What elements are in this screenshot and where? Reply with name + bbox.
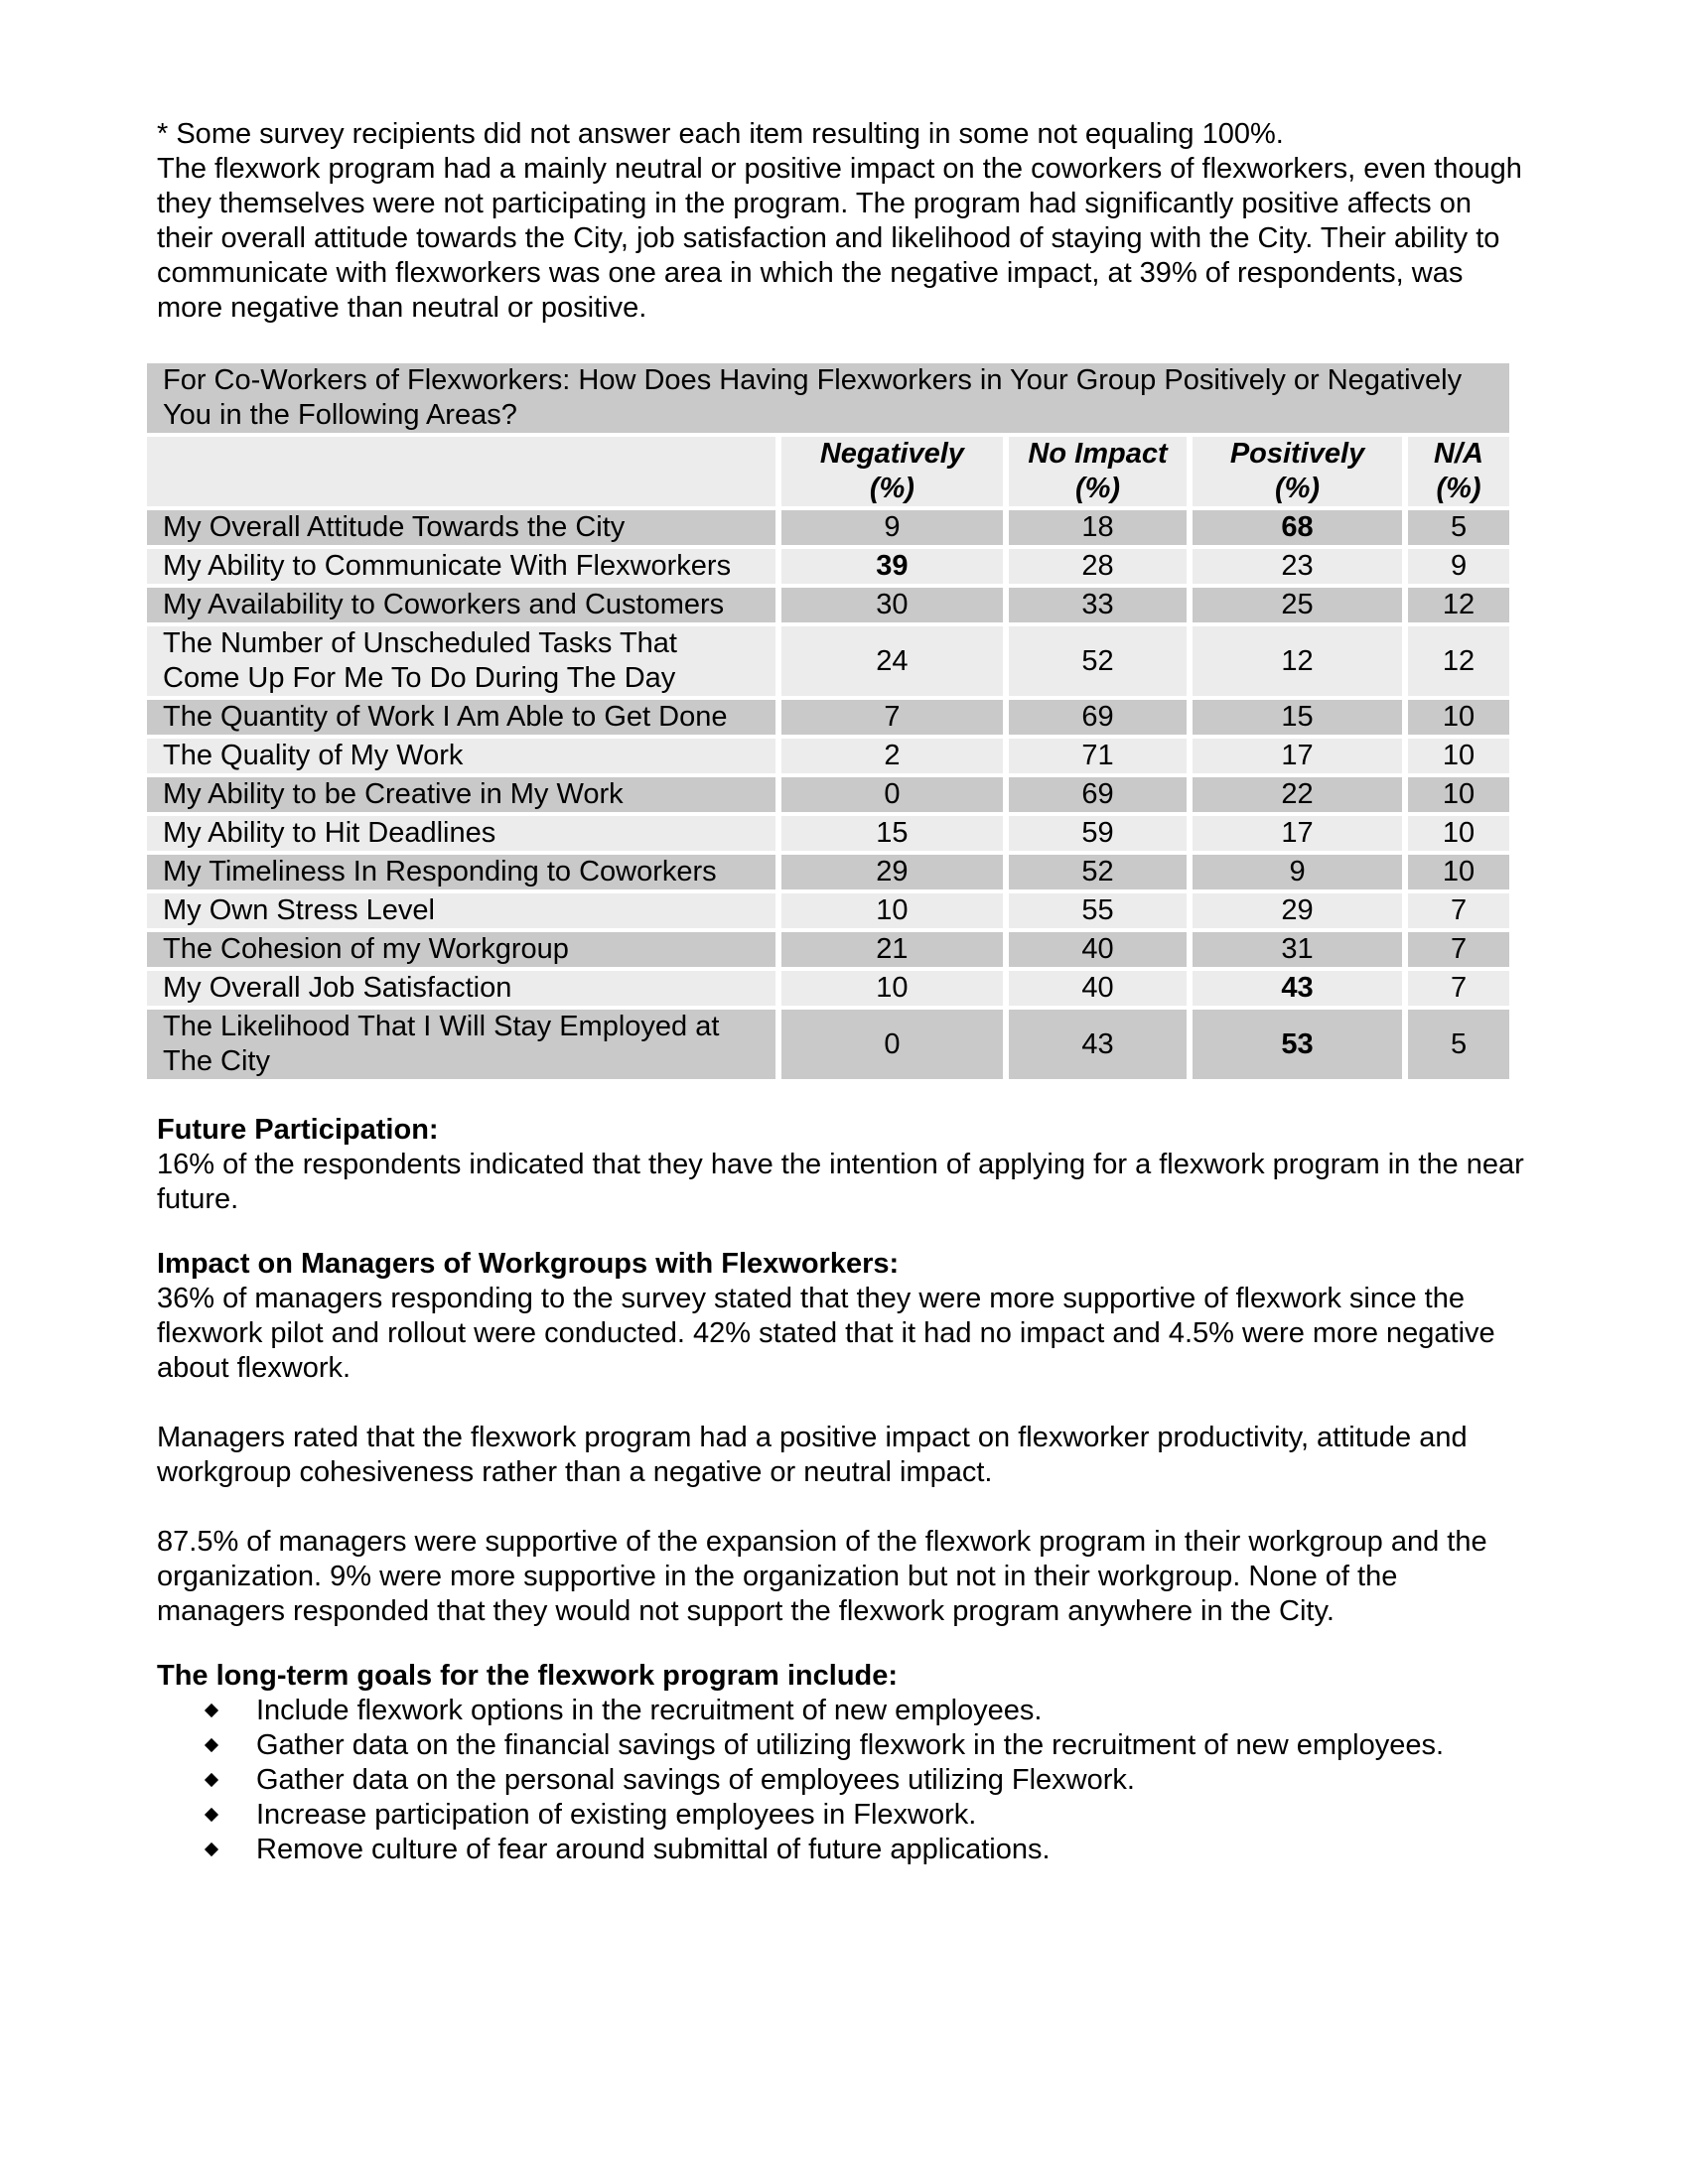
row-label: My Ability to Communicate With Flexworkers — [147, 549, 775, 584]
table-row — [147, 971, 1509, 1006]
cell-positively: 12 — [1193, 626, 1402, 696]
cell-positively: 23 — [1193, 549, 1402, 584]
managers-paragraph-1: 36% of managers responding to the survey stated that they were more supportive of flexwork since the flexwork pilot and rollout were conducted. 42% stated that it had no impact and 4.5% were more negative about flexwork. — [157, 1283, 1495, 1384]
list-item — [207, 1763, 1527, 1798]
row-label: My Timeliness In Responding to Coworkers — [147, 855, 775, 889]
cell-no-impact: 28 — [1009, 549, 1187, 584]
list-item — [207, 1833, 1527, 1867]
table-row — [147, 549, 1509, 584]
cell-na: 10 — [1408, 739, 1509, 773]
list-item — [207, 1694, 1527, 1728]
cell-positively: 25 — [1193, 588, 1402, 622]
cell-no-impact: 59 — [1009, 816, 1187, 851]
footnote: * Some survey recipients did not answer each item resulting in some not equaling 100%. — [157, 118, 1284, 150]
cell-na: 9 — [1408, 549, 1509, 584]
cell-no-impact: 71 — [1009, 739, 1187, 773]
table-row — [147, 739, 1509, 773]
intro-paragraph: The flexwork program had a mainly neutral or positive impact on the coworkers of flexworkers, even though they themselves were not participating in the program. The program had significantly positive affects on their overall attitude towards the City, job satisfaction and likelihood of staying with the City. Their ability to communicate with flexworkers was one area in which the negative impact, at 39% of respondents, was more negative than neutral or positive. — [157, 153, 1522, 324]
cell-no-impact: 18 — [1009, 510, 1187, 545]
table-row — [147, 510, 1509, 545]
cell-negatively: 10 — [781, 971, 1003, 1006]
cell-negatively: 21 — [781, 932, 1003, 967]
goal-text: Remove culture of fear around submittal of future applications. — [256, 1834, 1051, 1865]
cell-no-impact: 69 — [1009, 700, 1187, 735]
goal-text: Increase participation of existing employees in Flexwork. — [256, 1799, 977, 1831]
cell-no-impact: 33 — [1009, 588, 1187, 622]
cell-positively: 43 — [1193, 971, 1402, 1006]
cell-na: 7 — [1408, 971, 1509, 1006]
table-row — [147, 855, 1509, 889]
goal-text: Gather data on the personal savings of employees utilizing Flexwork. — [256, 1764, 1135, 1796]
cell-positively: 17 — [1193, 739, 1402, 773]
cell-no-impact: 43 — [1009, 1010, 1187, 1079]
row-label: My Overall Job Satisfaction — [147, 971, 775, 1006]
managers-paragraph-3: 87.5% of managers were supportive of the expansion of the flexwork program in their workgroup and the organization. 9% were more supportive in the organization but not in their workgroup. None of the managers responded that they would not support the flexwork program anywhere in the City. — [157, 1526, 1487, 1627]
cell-no-impact: 69 — [1009, 777, 1187, 812]
cell-na: 10 — [1408, 816, 1509, 851]
row-label: The Likelihood That I Will Stay Employed at The City — [147, 1010, 775, 1079]
cell-negatively: 30 — [781, 588, 1003, 622]
goal-text: Include flexwork options in the recruitment of new employees. — [256, 1695, 1043, 1726]
cell-no-impact: 40 — [1009, 971, 1187, 1006]
cell-negatively: 24 — [781, 626, 1003, 696]
cell-no-impact: 40 — [1009, 932, 1187, 967]
diamond-bullet-icon — [205, 1843, 218, 1856]
cell-negatively: 9 — [781, 510, 1003, 545]
header-na: N/A (%) — [1408, 437, 1509, 506]
cell-no-impact: 52 — [1009, 855, 1187, 889]
managers-impact-section — [157, 1247, 1527, 1629]
future-participation-section — [157, 1113, 1527, 1217]
row-label: The Quantity of Work I Am Able to Get Done — [147, 700, 775, 735]
cell-negatively: 2 — [781, 739, 1003, 773]
cell-positively: 29 — [1193, 893, 1402, 928]
cell-na: 12 — [1408, 588, 1509, 622]
cell-na: 10 — [1408, 777, 1509, 812]
table-row — [147, 932, 1509, 967]
cell-negatively: 39 — [781, 549, 1003, 584]
row-label: My Overall Attitude Towards the City — [147, 510, 775, 545]
goals-heading: The long-term goals for the flexwork program include: — [157, 1660, 899, 1692]
cell-na: 10 — [1408, 855, 1509, 889]
list-item — [207, 1728, 1527, 1763]
cell-na: 5 — [1408, 510, 1509, 545]
managers-paragraph-2: Managers rated that the flexwork program had a positive impact on flexworker productivity, attitude and workgroup cohesiveness rather than a negative or neutral impact. — [157, 1422, 1468, 1488]
cell-positively: 17 — [1193, 816, 1402, 851]
cell-na: 12 — [1408, 626, 1509, 696]
goals-section — [157, 1659, 1527, 1867]
cell-no-impact: 55 — [1009, 893, 1187, 928]
future-participation-text: 16% of the respondents indicated that they have the intention of applying for a flexwork program in the near future. — [157, 1149, 1524, 1215]
header-positively: Positively (%) — [1193, 437, 1402, 506]
diamond-bullet-icon — [205, 1808, 218, 1822]
cell-negatively: 0 — [781, 777, 1003, 812]
table-row — [147, 700, 1509, 735]
table-row — [147, 626, 1509, 696]
row-label: The Quality of My Work — [147, 739, 775, 773]
table-row — [147, 1010, 1509, 1079]
cell-negatively: 0 — [781, 1010, 1003, 1079]
cell-positively: 68 — [1193, 510, 1402, 545]
future-participation-heading: Future Participation: — [157, 1114, 439, 1146]
header-negatively: Negatively (%) — [781, 437, 1003, 506]
row-label: My Ability to be Creative in My Work — [147, 777, 775, 812]
cell-negatively: 15 — [781, 816, 1003, 851]
row-label: My Own Stress Level — [147, 893, 775, 928]
cell-positively: 22 — [1193, 777, 1402, 812]
diamond-bullet-icon — [205, 1773, 218, 1787]
cell-no-impact: 52 — [1009, 626, 1187, 696]
diamond-bullet-icon — [205, 1704, 218, 1717]
cell-negatively: 10 — [781, 893, 1003, 928]
row-label: My Ability to Hit Deadlines — [147, 816, 775, 851]
cell-positively: 53 — [1193, 1010, 1402, 1079]
cell-na: 5 — [1408, 1010, 1509, 1079]
goals-list — [157, 1694, 1527, 1867]
table-row — [147, 777, 1509, 812]
diamond-bullet-icon — [205, 1738, 218, 1752]
cell-positively: 31 — [1193, 932, 1402, 967]
row-label: The Cohesion of my Workgroup — [147, 932, 775, 967]
row-label: My Availability to Coworkers and Customers — [147, 588, 775, 622]
table-row — [147, 816, 1509, 851]
cell-negatively: 7 — [781, 700, 1003, 735]
document-page — [157, 117, 1527, 1867]
managers-impact-heading: Impact on Managers of Workgroups with Flexworkers: — [157, 1248, 900, 1280]
cell-negatively: 29 — [781, 855, 1003, 889]
coworker-impact-table — [141, 359, 1515, 1083]
list-item — [207, 1798, 1527, 1833]
table-header-row — [147, 437, 1509, 506]
row-label: The Number of Unscheduled Tasks That Come Up For Me To Do During The Day — [147, 626, 775, 696]
header-blank — [147, 437, 775, 506]
table-row — [147, 588, 1509, 622]
header-no-impact: No Impact (%) — [1009, 437, 1187, 506]
cell-na: 7 — [1408, 893, 1509, 928]
cell-positively: 15 — [1193, 700, 1402, 735]
table-title: For Co-Workers of Flexworkers: How Does Having Flexworkers in Your Group Positively or Negatively You in the Following Areas? — [147, 363, 1509, 433]
cell-na: 7 — [1408, 932, 1509, 967]
cell-positively: 9 — [1193, 855, 1402, 889]
table-row — [147, 893, 1509, 928]
goal-text: Gather data on the financial savings of utilizing flexwork in the recruitment of new employees. — [256, 1729, 1445, 1761]
cell-na: 10 — [1408, 700, 1509, 735]
